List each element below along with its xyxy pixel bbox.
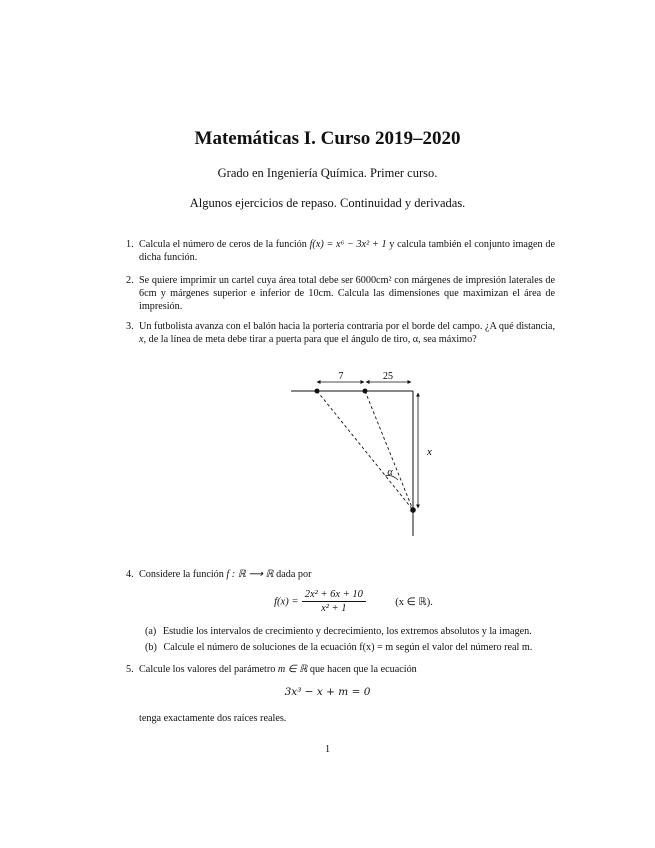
function-lhs: f(x) = [274,596,299,608]
part-a [145,625,565,638]
shot-line-left [317,391,413,510]
dimension-label-7: 7 [338,371,344,382]
function-domain: (x ∈ ℝ). [395,596,433,608]
exercise-text-part: Considere la función [139,569,227,580]
exercise-number: 2. [126,275,134,286]
exercise-5-continuation: tenga exactamente dos raíces reales. [139,713,287,724]
exercise-number: 4. [126,569,134,580]
page-number: 1 [324,744,331,755]
part-label: (b) [145,642,157,653]
shot-line-right [365,391,413,510]
exercise-text-part: , de la línea de meta debe tirar a puerta para que el ángulo de tiro, α, sea máximo? [143,334,477,345]
part-text: Calcule el número de soluciones de la ecuación f(x) = m según el valor del número real m. [163,642,533,653]
dimension-label-x: x [427,446,432,458]
function-definition [0,589,655,614]
area-value: 6000cm² [355,275,392,286]
function-formula: f(x) = x⁶ − 3x² + 1 [309,239,387,250]
exercise-text-part: que hacen que la ecuación [307,664,417,675]
document-title: Matemáticas I. Curso 2019–2020 [194,128,461,149]
cubic-equation: 3x³ − x + m = 0 [284,686,371,698]
variable-x: x [139,334,144,345]
function-fraction [302,589,366,614]
exercise-text-part: Calcula el número de ceros de la función [139,239,310,250]
exercise-text-part: con márgenes de impresión laterales de 6cm y márgenes superior e inferior de 10cm. Calcula las dimensiones que maximizan el área de impresión. [139,275,555,312]
exercise-number: 5. [126,664,134,675]
dimension-label-25: 25 [383,371,393,382]
exercise-text-part: y calcula también el conjunto imagen de dicha función. [139,239,555,263]
exercise-number: 1. [126,239,134,250]
course-subtitle: Grado en Ingeniería Química. Primer curso. [217,166,438,180]
exercise-text-part: Se quiere imprimir un cartel cuya área total debe ser [139,275,356,286]
exercise-text [139,663,555,676]
part-b [145,641,565,654]
section-subtitle: Algunos ejercicios de repaso. Continuidad y derivadas. [189,196,466,210]
part-text: Estudie los intervalos de crecimiento y decrecimiento, los extremos absolutos y la imagen. [162,626,532,637]
exercise-text-part: dada por [273,569,312,580]
angle-label-alpha: α [387,467,393,478]
exercise-number: 3. [126,321,134,332]
fraction-numerator: 2x² + 6x + 10 [302,589,366,602]
function-mapping: f : ℝ ⟶ ℝ [226,569,274,580]
parameter-m: m ∈ ℝ [277,664,308,675]
exercise-text [139,568,555,581]
exercise-text-part: Calcule los valores del parámetro [139,664,278,675]
exercise-text-part: Un futbolista avanza con el balón hacia la portería contraria por el borde del campo. ¿A qué distancia, [139,321,555,332]
fraction-denominator: x² + 1 [321,603,347,614]
part-label: (a) [145,626,157,637]
